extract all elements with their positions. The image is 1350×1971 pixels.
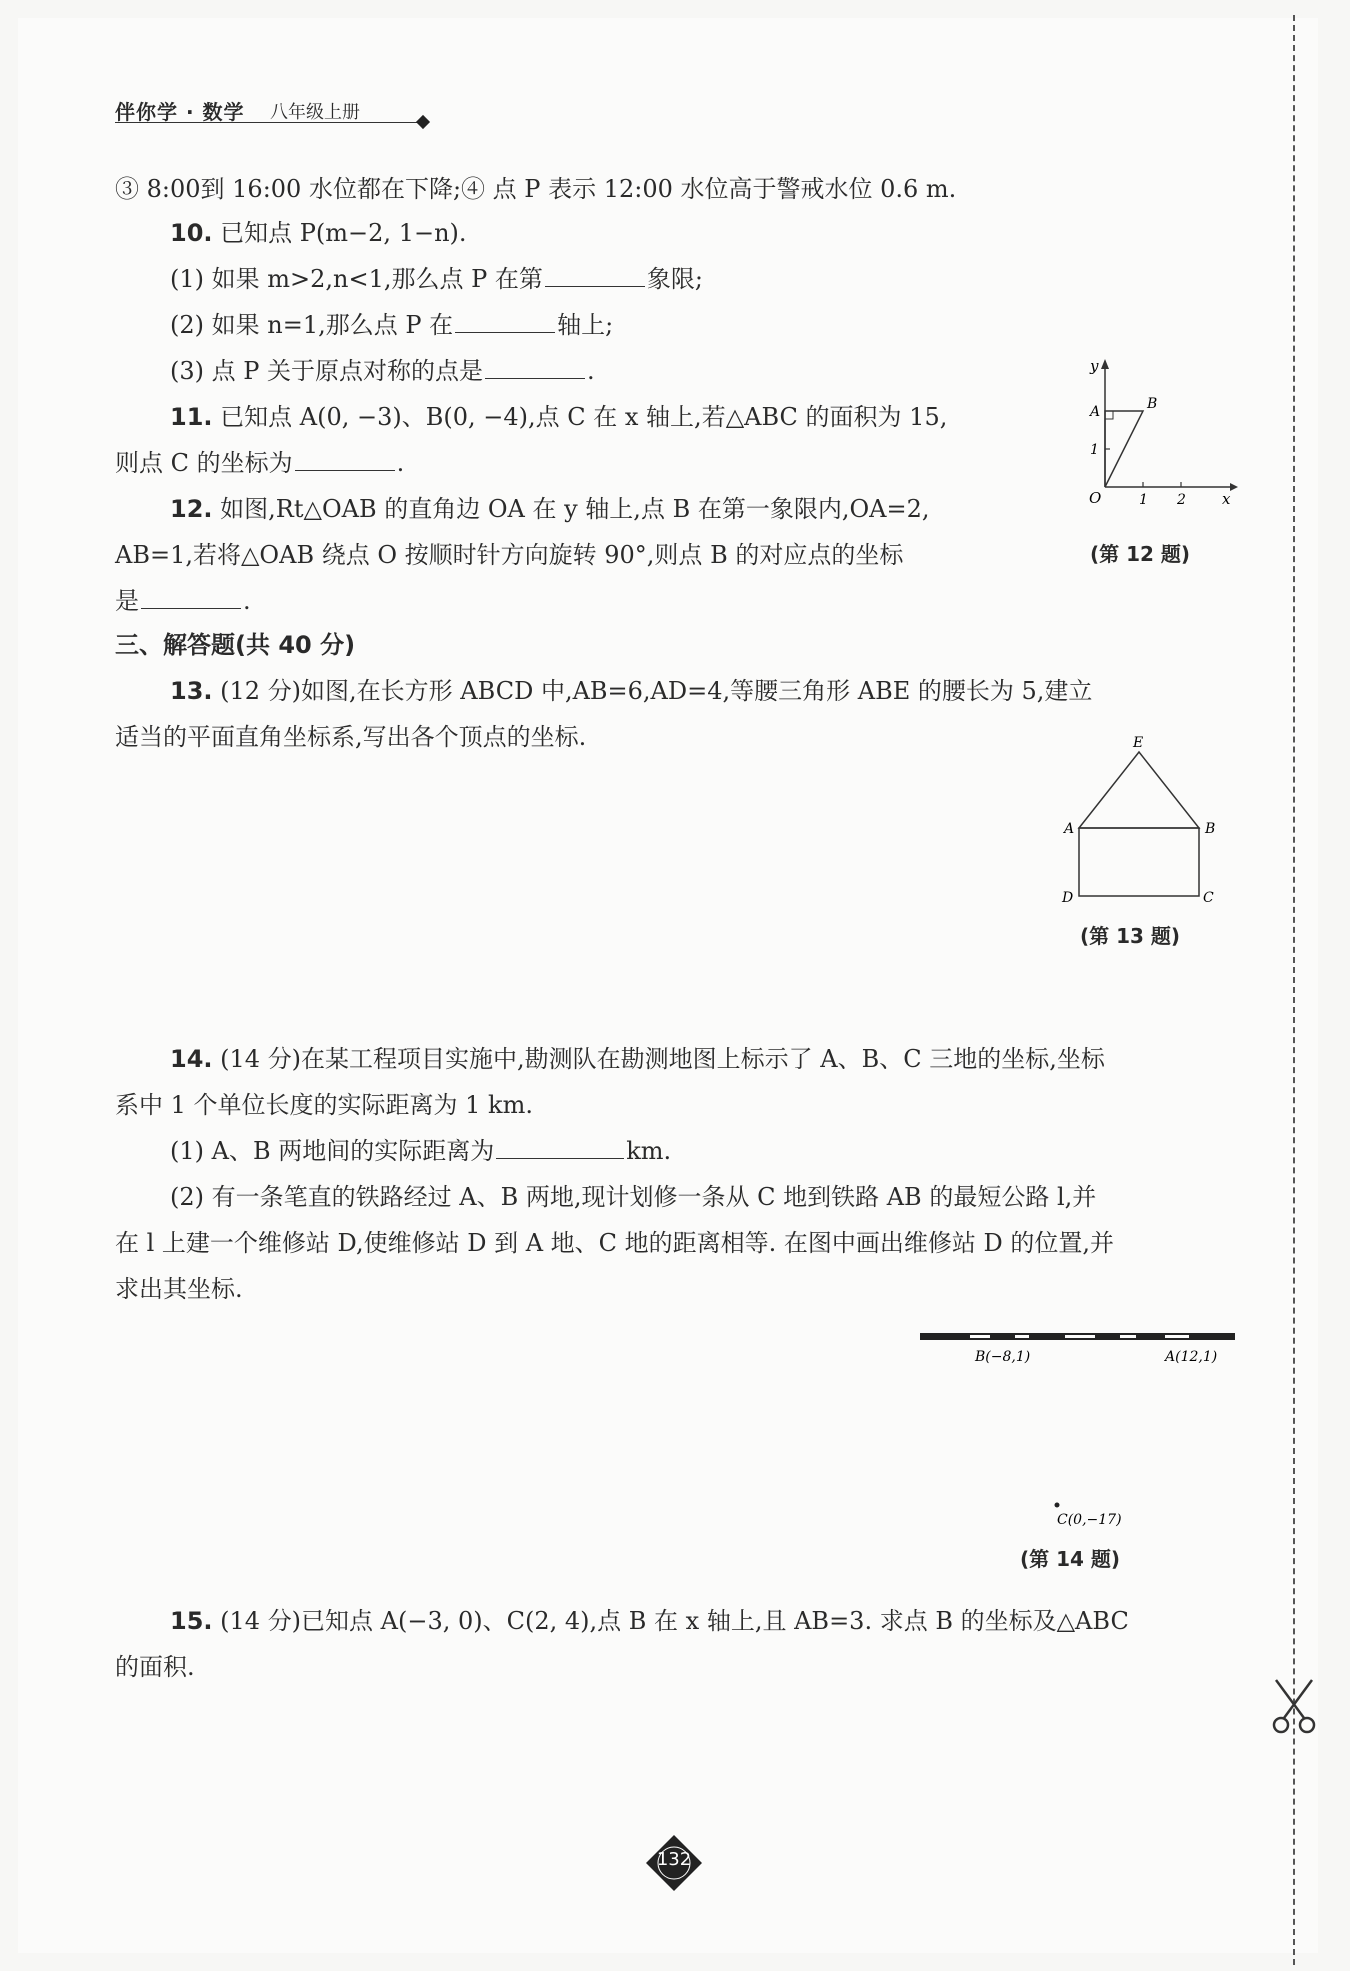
q15-cont: [115, 1650, 195, 1684]
q12-cont-text: AB=1,若将△OAB 绕点 O 按顺时针方向旋转 90°,则点 B 的对应点的坐标: [115, 541, 904, 569]
q14-part2-cont: [115, 1226, 1114, 1260]
fig12-point-b-label: B: [1147, 396, 1158, 412]
section-three-heading: [115, 628, 355, 662]
q11-cont: [115, 446, 404, 480]
q13-cont: [115, 720, 586, 754]
q14-stem: [170, 1042, 1105, 1076]
fig13-label-e: E: [1133, 735, 1144, 751]
q12-stem: [170, 492, 929, 526]
q14-part1: [170, 1134, 671, 1168]
fig14-point-c: [1055, 1503, 1060, 1508]
fig12-y-arrow-icon: [1101, 359, 1109, 369]
answer-blank[interactable]: [496, 1134, 624, 1159]
q10-part3-suffix: .: [587, 357, 595, 385]
fig13-label-a: A: [1064, 821, 1075, 837]
q14-part1-text: (1) A、B 两地间的实际距离为: [170, 1137, 495, 1165]
q10-number: 10.: [170, 219, 213, 247]
q10-stem: [170, 216, 467, 250]
q12-end: [115, 584, 251, 618]
fig14-railway-gap: [970, 1335, 990, 1338]
q14-part1-suffix: km.: [626, 1137, 672, 1165]
q14-cont: [115, 1088, 533, 1122]
answer-blank[interactable]: [485, 354, 585, 379]
answer-blank[interactable]: [455, 308, 555, 333]
q15-number: 15.: [170, 1607, 213, 1635]
answer-blank[interactable]: [295, 446, 395, 471]
q9-tail-text: ③ 8:00到 16:00 水位都在下降;④ 点 P 表示 12:00 水位高于警戒水位 0.6 m.: [115, 175, 957, 203]
q9-tail: [115, 172, 956, 206]
q14-part2: [170, 1180, 1096, 1214]
q13-stem-text: (12 分)如图,在长方形 ABCD 中,AB=6,AD=4,等腰三角形 ABE 的腰长为 5,建立: [220, 677, 1093, 705]
fig12-caption: (第 12 题): [1090, 542, 1191, 566]
q13-cont-text: 适当的平面直角坐标系,写出各个顶点的坐标.: [115, 723, 587, 751]
header-rule: [115, 122, 420, 123]
q10-part2-suffix: 轴上;: [557, 311, 614, 339]
q11-stem-text: 已知点 A(0, −3)、B(0, −4),点 C 在 x 轴上,若△ABC 的面积为 15,: [220, 403, 948, 431]
q11-number: 11.: [170, 403, 213, 431]
page-number: 132: [656, 1849, 692, 1870]
fig14-railway-gap: [1065, 1335, 1095, 1338]
fig13-triangle-abe: [1079, 752, 1199, 828]
fig13-label-b: B: [1205, 821, 1216, 837]
book-volume: 八年级上册: [270, 102, 360, 123]
q14-part2-end: [115, 1272, 243, 1306]
fig13-label-d: D: [1062, 890, 1074, 906]
q10-part1: [170, 262, 703, 296]
fig14-label-b: B(−8,1): [975, 1349, 1031, 1365]
fig12-x-arrow-icon: [1230, 483, 1238, 491]
q12-number: 12.: [170, 495, 213, 523]
fig12-triangle-oab: [1105, 411, 1143, 487]
fig13-house-diagram: [1055, 730, 1235, 905]
q14-part2-cont-text: 在 l 上建一个维修站 D,使维修站 D 到 A 地、C 地的距离相等. 在图中画出维修站 D 的位置,并: [115, 1229, 1115, 1257]
cut-line: [1293, 15, 1295, 1965]
q12-cont: [115, 538, 903, 572]
q10-part2-text: (2) 如果 n=1,那么点 P 在: [170, 311, 454, 339]
fig13-rectangle-abcd: [1079, 828, 1199, 896]
fig12-coordinate-diagram: [1070, 355, 1240, 508]
q15-stem: [170, 1604, 1129, 1638]
fig12-y-tick-label: 1: [1090, 442, 1099, 458]
fig14-railway-gap: [1015, 1335, 1029, 1338]
fig14-label-a: A(12,1): [1165, 1349, 1218, 1365]
fig12-origin-label: O: [1089, 489, 1102, 507]
q15-stem-text: (14 分)已知点 A(−3, 0)、C(2, 4),点 B 在 x 轴上,且 AB=3. 求点 B 的坐标及△ABC: [220, 1607, 1129, 1635]
q11-stem: [170, 400, 947, 434]
fig14-map-diagram: [915, 1325, 1245, 1565]
q10-stem-text: 已知点 P(m−2, 1−n).: [220, 219, 467, 247]
q14-number: 14.: [170, 1045, 213, 1073]
q12-stem-text: 如图,Rt△OAB 的直角边 OA 在 y 轴上,点 B 在第一象限内,OA=2,: [220, 495, 930, 523]
fig14-railway-gap: [1120, 1335, 1136, 1338]
q12-end-text: 是: [115, 587, 139, 615]
fig12-right-angle-mark: [1105, 411, 1113, 419]
fig12-x-label: x: [1222, 490, 1231, 508]
q12-end-suffix: .: [243, 587, 251, 615]
scissors-icon: [1268, 1676, 1320, 1736]
q15-cont-text: 的面积.: [115, 1653, 195, 1681]
q11-cont-text: 则点 C 的坐标为: [115, 449, 293, 477]
fig13-label-c: C: [1203, 890, 1214, 906]
q13-stem: [170, 674, 1092, 708]
q14-cont-text: 系中 1 个单位长度的实际距离为 1 km.: [115, 1091, 533, 1119]
section-three-title: 三、解答题(共 40 分): [115, 631, 356, 659]
fig14-railway-gap: [1165, 1335, 1189, 1338]
q14-part2-end-text: 求出其坐标.: [115, 1275, 243, 1303]
q14-part2-text: (2) 有一条笔直的铁路经过 A、B 两地,现计划修一条从 C 地到铁路 AB 的最短公路 l,并: [170, 1183, 1097, 1211]
fig14-label-c: C(0,−17): [1057, 1512, 1122, 1528]
fig14-caption: (第 14 题): [1020, 1547, 1121, 1571]
q10-part2: [170, 308, 613, 342]
q10-part3-text: (3) 点 P 关于原点对称的点是: [170, 357, 484, 385]
q10-part1-suffix: 象限;: [646, 265, 703, 293]
answer-blank[interactable]: [141, 584, 241, 609]
fig12-x-tick-label: 2: [1177, 492, 1186, 508]
answer-blank[interactable]: [545, 262, 645, 287]
fig13-caption: (第 13 题): [1080, 924, 1181, 948]
q10-part3: [170, 354, 595, 388]
q11-cont-suffix: .: [396, 449, 405, 477]
book-title: 伴你学 · 数学: [115, 100, 245, 124]
q14-stem-text: (14 分)在某工程项目实施中,勘测队在勘测地图上标示了 A、B、C 三地的坐标,坐标: [220, 1045, 1105, 1073]
fig12-point-a-label: A: [1090, 404, 1101, 420]
q13-number: 13.: [170, 677, 213, 705]
fig12-y-label: y: [1090, 357, 1099, 375]
fig12-x-tick-label: 1: [1139, 492, 1148, 508]
q10-part1-text: (1) 如果 m>2,n<1,那么点 P 在第: [170, 265, 543, 293]
